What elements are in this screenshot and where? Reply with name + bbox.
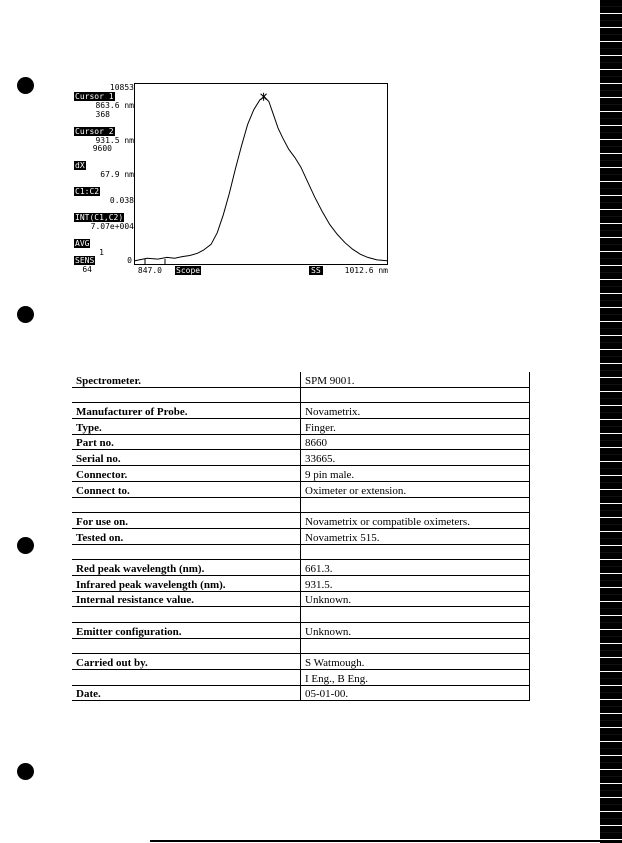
- spectrum-line: [135, 97, 387, 261]
- row-value: [301, 497, 530, 513]
- row-value: Novametrix 515.: [301, 528, 530, 544]
- row-value: 661.3.: [301, 560, 530, 576]
- cursor2-wavelength: 931.5 nm: [95, 136, 134, 145]
- row-label: Part no.: [72, 434, 301, 450]
- binder-hole-3: [17, 537, 34, 554]
- row-label: Emitter configuration.: [72, 623, 301, 639]
- row-label: Red peak wavelength (nm).: [72, 560, 301, 576]
- table-row: [72, 387, 530, 403]
- table-row: [72, 544, 530, 560]
- row-value: [301, 544, 530, 560]
- sens-label: SENS: [75, 256, 95, 265]
- row-label: [72, 607, 301, 623]
- avg-value: 1: [99, 248, 104, 257]
- x-min-label: 847.0: [137, 266, 162, 275]
- table-row: [72, 403, 530, 419]
- scan-edge: [600, 0, 622, 843]
- row-value: Unknown.: [301, 623, 530, 639]
- row-label: Internal resistance value.: [72, 591, 301, 607]
- row-value: Oximeter or extension.: [301, 481, 530, 497]
- bottom-rule: [150, 840, 600, 842]
- row-label: Type.: [72, 419, 301, 435]
- table-row: [72, 481, 530, 497]
- row-label: For use on.: [72, 513, 301, 529]
- row-value: Novametrix.: [301, 403, 530, 419]
- delta-label: dX: [75, 161, 85, 170]
- table-row: [72, 623, 530, 639]
- row-label: [72, 544, 301, 560]
- row-value: 931.5.: [301, 575, 530, 591]
- row-label: [72, 497, 301, 513]
- row-value: 33665.: [301, 450, 530, 466]
- table-row: [72, 591, 530, 607]
- row-label: Spectrometer.: [72, 372, 301, 387]
- row-label: Carried out by.: [72, 654, 301, 670]
- row-value: SPM 9001.: [301, 372, 530, 387]
- table-row: [72, 560, 530, 576]
- binder-hole-1: [17, 77, 34, 94]
- cursor1-label: Cursor 1: [75, 92, 114, 101]
- table-row: [72, 497, 530, 513]
- plot-frame: [135, 84, 388, 265]
- row-label: [72, 638, 301, 654]
- marker-label: SS: [311, 266, 321, 275]
- sens-value: 64: [82, 265, 92, 274]
- row-label: Infrared peak wavelength (nm).: [72, 575, 301, 591]
- ratio-value: 0.038: [109, 196, 134, 205]
- delta-value: 67.9 nm: [100, 170, 134, 179]
- row-value: [301, 607, 530, 623]
- row-value: Novametrix or compatible oximeters.: [301, 513, 530, 529]
- binder-hole-2: [17, 306, 34, 323]
- row-value: 9 pin male.: [301, 466, 530, 482]
- integral-label: INT(C1,C2): [75, 213, 124, 222]
- avg-label: AVG: [75, 239, 90, 248]
- table-row: [72, 434, 530, 450]
- table-row: [72, 670, 530, 686]
- table-row: [72, 685, 530, 701]
- row-value: Finger.: [301, 419, 530, 435]
- table-row: [72, 638, 530, 654]
- row-value: Unknown.: [301, 591, 530, 607]
- ratio-label: C1:C2: [75, 187, 100, 196]
- y-max-label: 10853: [109, 83, 134, 92]
- row-value: S Watmough.: [301, 654, 530, 670]
- x-max-label: 1012.6 nm: [344, 266, 388, 275]
- row-value: [301, 638, 530, 654]
- row-value: I Eng., B Eng.: [301, 670, 530, 686]
- row-value: 05-01-00.: [301, 685, 530, 701]
- peak-cursor-marker: [261, 93, 267, 101]
- table-row: [72, 466, 530, 482]
- table-row: [72, 450, 530, 466]
- row-label: Manufacturer of Probe.: [72, 403, 301, 419]
- row-label: [72, 387, 301, 403]
- row-label: [72, 670, 301, 686]
- table-row: [72, 513, 530, 529]
- spectrum-plot: [134, 83, 388, 266]
- probe-spec-table: [72, 372, 530, 701]
- row-label: Connect to.: [72, 481, 301, 497]
- cursor1-wavelength: 863.6 nm: [95, 101, 134, 110]
- table-row: [72, 528, 530, 544]
- integral-value: 7.07e+004: [90, 222, 134, 231]
- cursor2-count: 9600: [92, 144, 112, 153]
- y-min-label: 0: [127, 256, 132, 265]
- table-row: [72, 372, 530, 387]
- row-label: Serial no.: [72, 450, 301, 466]
- row-value: [301, 387, 530, 403]
- table-row: [72, 607, 530, 623]
- binder-hole-4: [17, 763, 34, 780]
- table-row: [72, 654, 530, 670]
- table-row: [72, 575, 530, 591]
- row-label: Tested on.: [72, 528, 301, 544]
- cursor2-label: Cursor 2: [75, 127, 114, 136]
- scope-mode-label: Scope: [176, 266, 201, 275]
- row-label: Connector.: [72, 466, 301, 482]
- row-value: 8660: [301, 434, 530, 450]
- cursor1-count: 368: [95, 110, 110, 119]
- table-row: [72, 419, 530, 435]
- row-label: Date.: [72, 685, 301, 701]
